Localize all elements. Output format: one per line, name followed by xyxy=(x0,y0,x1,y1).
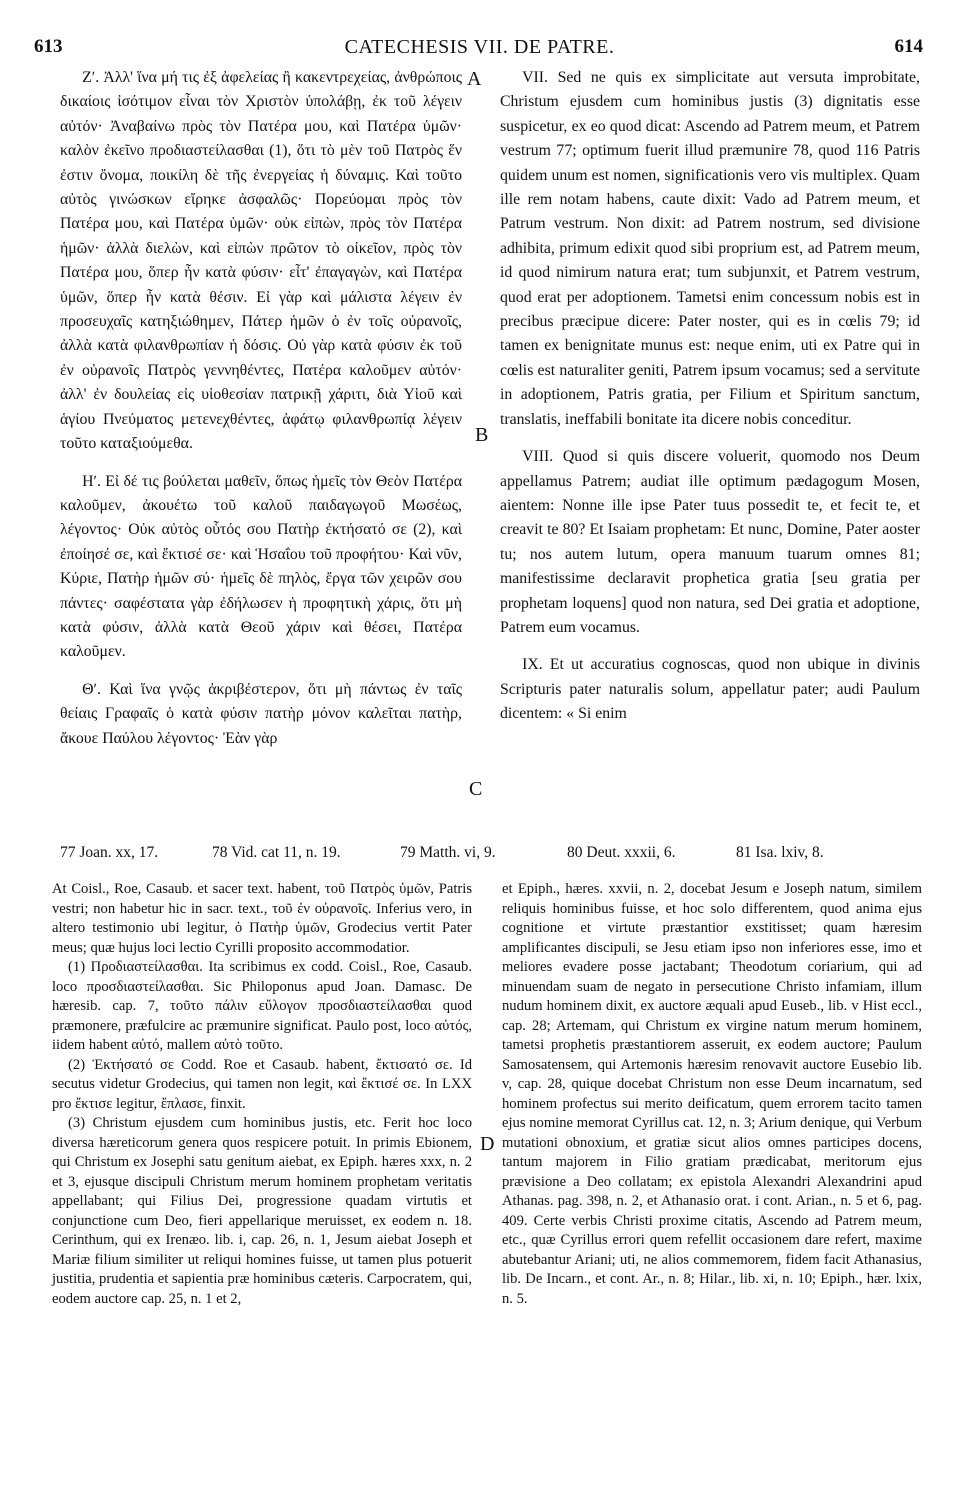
page-number-right: 614 xyxy=(894,36,923,57)
greek-column xyxy=(60,66,462,751)
scripture-references xyxy=(0,844,959,868)
greek-paragraph-7: Ζʹ. Ἀλλ' ἵνα μή τις ἐξ ἀφελείας ἢ κακεντρεχείας, ἀνθρώποις δικαίοις ἰσότιμον εἶναι τὸν Χριστὸν ὑπολάβῃ, ἐκ τοῦ λέγειν αὐτόν· Ἀναβαίνω πρὸς τὸν Πατέρα μου, καὶ Πατέρα ὑμῶν· καλὸν ἐκεῖνο προδιαστείλασθαι (1), ὅτι τὸ μὲν τοῦ Πατρὸς ἕν ἐστιν ὄνομα, ποικίλη δὲ τῆς ἐνεργείας ἡ δύναμις. Καὶ τοῦτο αὐτὸς γινώσκων εἴρηκε ἀσφαλῶς· Πορεύομαι πρὸς τὸν Πατέρα μου, καὶ Πατέρα ὑμῶν· οὐκ εἰπὼν, πρὸς τὸν Πατέρα ἡμῶν· ἀλλὰ διελὼν, καὶ εἰπὼν πρῶτον τὸ οἰκεῖον, πρὸς τὸν Πατέρα μου, ὅπερ ἦν κατὰ φύσιν· εἶτ' ἐπαγαγὼν, καὶ Πατέρα ὑμῶν, ὅπερ ἦν κατὰ θέσιν. Εἰ γὰρ καὶ μάλιστα λέγειν ἐν προσευχαῖς κατηξιώθημεν, Πάτερ ἡμῶν ὁ ἐν τοῖς οὐρανοῖς, ἀλλὰ κατὰ φιλανθρωπίαν ἡ δόσις. Οὐ γὰρ κατὰ φύσιν ἐκ τοῦ ἐν οὐρανοῖς Πατρὸς γεννηθέντες, Πατέρα καλοῦμεν αὐτόν· ἀλλ' ἐν δουλείας εἰς υἱοθεσίαν πατρικῇ χάριτι, διὰ Υἱοῦ καὶ ἁγίου Πνεύματος μετενεχθέντες, ἀφάτῳ φιλανθρωπίᾳ λέγειν τοῦτο καταξιούμεθα. xyxy=(60,69,462,453)
footnotes-right xyxy=(502,880,922,1309)
greek-paragraph-9: Θʹ. Καὶ ἵνα γνῷς ἀκριβέστερον, ὅτι μὴ πάντως ἐν ταῖς θείαις Γραφαῖς ὁ κατὰ φύσιν πατὴρ μόνον καλεῖται πατὴρ, ἄκουε Παύλου λέγοντος· Ἐὰν γὰρ xyxy=(60,680,462,747)
footnote-3-continued: et Epiph., hæres. xxvii, n. 2, docebat Jesum e Joseph natum, similem reliquis hominibus fuisse, et hoc solo differentem, quod anima ejus cognitione et virtute præstantior exstitisset; quam hæresim amplificantes discipuli, se Jesu etiam ipso non inferiores esse, imo et meliores evadere posse jactabant; Theodotum coriarium, qui ad minuendam suam de negato in persecutione Christo infamiam, illum nudum hominem dixit, ex auctore æquali apud Euseb., lib. v Hist eccl., cap. 28; Artemam, qui Christum ex virgine natum merum hominem, tametsi prophetis præstantiorem asseruit, ex eodem auctore; Paulum Samosatensem, qui Artemonis hæresim renovavit auctore Eusebio lib. v, cap. 28, quique docebat Christum non esse Deum incarnatum, sed hominem profectus sui merito deificatum, quem errorem tacito tamen ejus nomine memorat Cyrillus cat. 12, n. 3; Arium denique, qui Verbum mutationi obnoxium, et gratiæ sicut alios omnes participes docens, tantum majorem in Filio gratiam prædicabat, meritorum ejus prævisione a Deo collatam; ex epistola Alexandri Alexandrini apud Athanas. pag. 398, n. 2, et Athanasio orat. i cont. Arian., n. 5 et 6, pag. 409. Certe verbis Christi proxime citatis, Ascendo ad Patrem meum, etc., quæ Cyrillus errori quem refellit occasionem dare refert, maxime abutebantur Ariani; uti, ne alios commemorem, fidem facit Athanasius, lib. De Incarn., et cont. Ar., n. 8; Hilar., lib. xi, n. 10; Epiph., hær. lxix, n. 5. xyxy=(502,881,922,1307)
margin-letter-c: C xyxy=(469,778,483,800)
latin-paragraph-8: VIII. Quod si quis discere voluerit, quomodo nos Deum appellamus Patrem; audiat ille optimum pædagogum Mosen, aientem: Nonne ille ipse Pater tuus possedit te, et fecit te, et creavit te 80? Et Isaiam prophetam: Et nunc, Domine, Pater aoster tu; nos autem lutum, opera manuum tuarum omnes 81; manifestissime declaravit prophetica gratia [seu gratia per prophetam loquens] quod non natura, sed Dei gratia et adoptione, Patrem eum vocamus. xyxy=(500,448,920,636)
footnote-2: (2) Ἐκτήσατό σε Codd. Roe et Casaub. habent, ἔκτισατό σε. Id secutus videtur Grodecius, qui tamen non legit, καὶ ἔκτισέ σε. In LXX pro ἔκτισε legitur, ἔπλασε, finxit. xyxy=(52,1056,472,1112)
latin-paragraph-7: VII. Sed ne quis ex simplicitate aut versuta improbitate, Christum ejusdem cum hominibus justis (3) dignitatis esse suspicetur, ex eo quod dicat: Ascendo ad Patrem meum, et Patrem vestrum 77; optimum fuerit illud præmunire 78, quod 116 Patris quidem unum est nomen, significationis vero vis multiplex. Quam ille rem notam habens, caute dixit: Vado ad Patrem meum, et Patrum vestrum. Non dixit: ad Patrem nostrum, sed divisione adhibita, primum edixit quod sibi proprium est, ad Patrem meum, id quod nimirum natura erat; tum subjunxit, et Patrem vestrum, quod erat per adoptionem. Tametsi enim concessum nobis est in precibus præcipue dicere: Pater noster, qui es in cœlis 79; id tamen ex benignitate munus est: neque enim, uti ex Patre qui in cœlis est naturaliter geniti, Patrem ipsum vocamus; sed a servitute in adoptionem, Patris gratia, per Filium et Spiritum sanctum, translatis, ineffabili bonitate ita dicere nobis conceditur. xyxy=(500,69,920,428)
running-title: CATECHESIS VII. DE PATRE. xyxy=(344,36,615,58)
margin-letter-a: A xyxy=(467,68,482,90)
page-header xyxy=(0,36,959,64)
footnote-continuation: At Coisl., Roe, Casaub. et sacer text. habent, τοῦ Πατρὸς ὑμῶν, Patris vestri; non habetur hic in sacr. text., τοῦ ἐν οὐρανοῖς. Inferius vero, in altero testimonio ubi legitur, ὁ Πατὴρ ὑμῶν, Grodecius vertit Pater meus; quæ hujus loci lectio Cyrilli proposito accommodatior. xyxy=(52,881,472,956)
ref-81: 81 Isa. lxiv, 8. xyxy=(736,844,824,861)
margin-letter-b: B xyxy=(475,424,489,446)
footnote-1: (1) Προδιαστείλασθαι. Ita scribimus ex codd. Coisl., Roe, Casaub. loco προσδιαστείλασθαι. Sic Philoponus apud Joan. Damasc. De hæresib. cap. 7, τοῦτο πάλιν εὔλογον προσδιαστείλασθαι quod præmonere, præfulcire ac præmunire significat. Paulo post, loco αὐτός, iidem habent αὐτό, mallem αὐτὸ τοῦτο. xyxy=(52,959,472,1053)
footnote-3: (3) Christum ejusdem cum hominibus justis, etc. Ferit hoc loco diversa hæreticorum genera quos respicere potuit. In primis Ebionem, qui Christum ex Josephi satu genitum aiebat, ex Epiph. hæres xxx, n. 2 et 3, ejusque discipuli Christum merum hominem prophetam veritatis appellabant; qui Filius Dei, progressione quadam virtutis et conjunctione cum Deo, fieri appellarique meruisset, ex eodem n. 18. Cerinthum, qui ex Irenæo. lib. i, cap. 26, n. 1, Jesum aiebat Joseph et Mariæ filium similiter ut reliqui homines fuisse, ut tamen plus potuerit justitia, prudentia et sapientia præ hominibus cæteris. Carpocratem, qui, eodem auctore cap. 25, n. 1 et 2, xyxy=(52,1115,472,1307)
latin-column xyxy=(500,66,920,727)
latin-paragraph-9: IX. Et ut accuratius cognoscas, quod non ubique in divinis Scripturis pater naturalis solum, appellatur pater; audi Paulum dicentem: « Si enim xyxy=(500,656,920,723)
margin-letter-d: D xyxy=(480,1133,495,1155)
page-number-left: 613 xyxy=(34,36,63,57)
greek-paragraph-8: Ηʹ. Εἰ δέ τις βούλεται μαθεῖν, ὅπως ἡμεῖς τὸν Θεὸν Πατέρα καλοῦμεν, ἀκουέτω τοῦ καλοῦ παιδαγωγοῦ Μωσέως, λέγοντος· Οὐκ αὐτὸς οὗτός σου Πατὴρ ἐκτήσατό σε (2), καὶ ἐποίησέ σε, καὶ ἔκτισέ σε· καὶ Ἡσαΐου τοῦ προφήτου· Καὶ νῦν, Κύριε, Πατὴρ ἡμῶν σύ· ἡμεῖς δὲ πηλὸς, ἔργα τῶν χειρῶν σου πάντες· σαφέστατα γὰρ ἐδήλωσεν ἡ προφητικὴ χάρις, ὅτι μὴ κατὰ φύσιν, ἀλλὰ κατὰ Θεοῦ χάριν καὶ θέσει, Πατέρα καλοῦμεν. xyxy=(60,472,462,661)
ref-80: 80 Deut. xxxii, 6. xyxy=(567,844,676,861)
footnotes-left xyxy=(52,880,472,1309)
ref-78: 78 Vid. cat 11, n. 19. xyxy=(212,844,341,861)
ref-79: 79 Matth. vi, 9. xyxy=(400,844,496,861)
ref-77: 77 Joan. xx, 17. xyxy=(60,844,159,861)
